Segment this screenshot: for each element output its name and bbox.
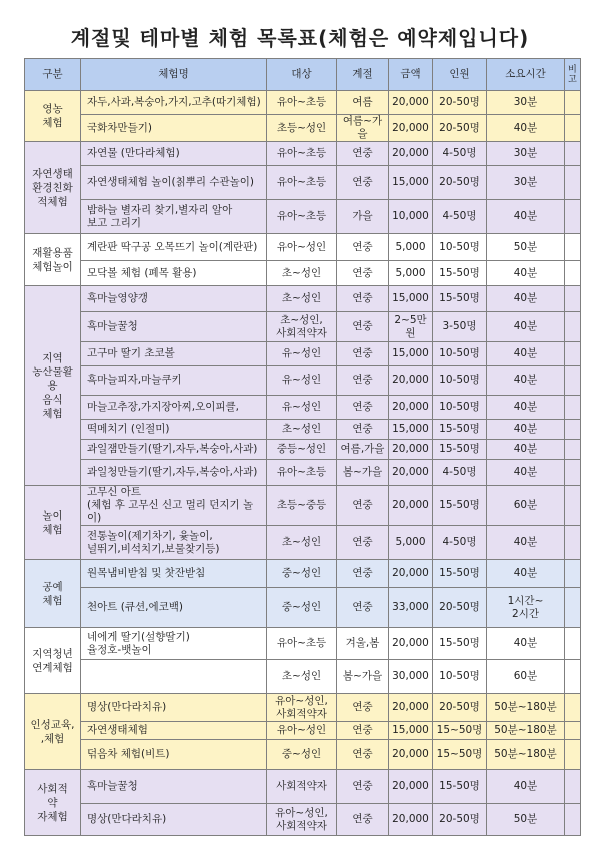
program-name: 마늘고추장,가지장아찌,오이피클,: [81, 396, 267, 420]
season-cell: 연중: [337, 722, 389, 740]
people-cell: 4-50명: [433, 526, 487, 560]
price-cell: 20,000: [389, 486, 433, 526]
duration-cell: 40분: [487, 440, 565, 460]
people-cell: 15-50명: [433, 286, 487, 312]
people-cell: 4-50명: [433, 200, 487, 234]
season-cell: 연중: [337, 366, 389, 396]
price-cell: 33,000: [389, 588, 433, 628]
season-cell: 연중: [337, 526, 389, 560]
target-cell: 유~성인: [267, 342, 337, 366]
header-people: 인원: [433, 59, 487, 91]
note-cell: [565, 722, 581, 740]
price-cell: 20,000: [389, 770, 433, 804]
season-cell: 연중: [337, 588, 389, 628]
duration-cell: 40분: [487, 770, 565, 804]
note-cell: [565, 234, 581, 261]
note-cell: [565, 115, 581, 142]
price-cell: 20,000: [389, 115, 433, 142]
people-cell: 15-50명: [433, 261, 487, 286]
price-cell: 5,000: [389, 234, 433, 261]
note-cell: [565, 804, 581, 836]
season-cell: 연중: [337, 396, 389, 420]
table-row: [25, 560, 581, 588]
note-cell: [565, 560, 581, 588]
target-cell: 유~성인: [267, 366, 337, 396]
price-cell: 15,000: [389, 286, 433, 312]
people-cell: 4-50명: [433, 460, 487, 486]
target-cell: 유아~성인: [267, 234, 337, 261]
table-row: [25, 312, 581, 342]
people-cell: 20-50명: [433, 804, 487, 836]
program-name: 자연물 (만다라체험): [81, 142, 267, 166]
category-cell: 공예 체험: [25, 560, 81, 628]
duration-cell: 40분: [487, 560, 565, 588]
duration-cell: 40분: [487, 420, 565, 440]
program-name: 자두,사과,복숭아,가지,고추(따기체험): [81, 91, 267, 115]
duration-cell: 60분: [487, 486, 565, 526]
duration-cell: 30분: [487, 91, 565, 115]
program-name: 고무신 아트 (체험 후 고무신 신고 멀리 던지기 놀이): [81, 486, 267, 526]
people-cell: 10-50명: [433, 342, 487, 366]
price-cell: 20,000: [389, 396, 433, 420]
people-cell: 10-50명: [433, 396, 487, 420]
table-body: [25, 91, 581, 836]
duration-cell: 40분: [487, 200, 565, 234]
category-cell: 재활용품 체험놀이: [25, 234, 81, 286]
season-cell: 여름~가을: [337, 115, 389, 142]
table-row: [25, 166, 581, 200]
target-cell: 초~성인: [267, 286, 337, 312]
program-name: 자연생태체험: [81, 722, 267, 740]
table-row: [25, 526, 581, 560]
season-cell: 연중: [337, 342, 389, 366]
season-cell: 여름,가을: [337, 440, 389, 460]
category-cell: 사회적 약 자체험: [25, 770, 81, 836]
price-cell: 5,000: [389, 261, 433, 286]
people-cell: 10-50명: [433, 366, 487, 396]
price-cell: 20,000: [389, 560, 433, 588]
people-cell: 3-50명: [433, 312, 487, 342]
target-cell: 중등~성인: [267, 440, 337, 460]
duration-cell: 40분: [487, 312, 565, 342]
target-cell: 유~성인: [267, 396, 337, 420]
target-cell: 유아~성인, 사회적약자: [267, 694, 337, 722]
program-name: 흑마늘영양갱: [81, 286, 267, 312]
price-cell: 15,000: [389, 420, 433, 440]
program-name: 명상(만다라치유): [81, 694, 267, 722]
note-cell: [565, 396, 581, 420]
target-cell: 유아~초등: [267, 628, 337, 660]
program-name: 계란판 딱구공 오목뜨기 놀이(계란판): [81, 234, 267, 261]
target-cell: 유아~초등: [267, 142, 337, 166]
season-cell: 연중: [337, 804, 389, 836]
target-cell: 유아~초등: [267, 91, 337, 115]
category-cell: 자연생태 환경친화 적체험: [25, 142, 81, 234]
table-row: [25, 420, 581, 440]
table-header-row: [25, 59, 581, 91]
target-cell: 초~성인: [267, 660, 337, 694]
price-cell: 5,000: [389, 526, 433, 560]
season-cell: 연중: [337, 420, 389, 440]
program-name: 국화차만들기): [81, 115, 267, 142]
season-cell: 연중: [337, 486, 389, 526]
price-cell: 20,000: [389, 628, 433, 660]
season-cell: 연중: [337, 694, 389, 722]
program-name: 원목냄비받침 및 찻잔받침: [81, 560, 267, 588]
people-cell: 15~50명: [433, 740, 487, 770]
target-cell: 유아~초등: [267, 166, 337, 200]
people-cell: 15-50명: [433, 486, 487, 526]
note-cell: [565, 526, 581, 560]
duration-cell: 30분: [487, 166, 565, 200]
people-cell: 10-50명: [433, 234, 487, 261]
program-name: 모닥볼 체험 (폐목 활용): [81, 261, 267, 286]
page-title: 계절및 테마별 체험 목록표(체험은 예약제입니다): [70, 26, 530, 50]
price-cell: 20,000: [389, 460, 433, 486]
program-name: 명상(만다라치유): [81, 804, 267, 836]
season-cell: 연중: [337, 286, 389, 312]
season-cell: 연중: [337, 142, 389, 166]
people-cell: 15-50명: [433, 628, 487, 660]
table-row: [25, 486, 581, 526]
season-cell: 봄~가을: [337, 660, 389, 694]
target-cell: 초등~중등: [267, 486, 337, 526]
note-cell: [565, 588, 581, 628]
people-cell: 10-50명: [433, 660, 487, 694]
table-row: [25, 286, 581, 312]
note-cell: [565, 740, 581, 770]
table-row: [25, 261, 581, 286]
table-row: [25, 740, 581, 770]
program-name: 흑마늘꿀청: [81, 770, 267, 804]
target-cell: 초~성인: [267, 420, 337, 440]
season-cell: 겨울,봄: [337, 628, 389, 660]
duration-cell: 40분: [487, 366, 565, 396]
note-cell: [565, 460, 581, 486]
program-name: 덖음차 체험(비트): [81, 740, 267, 770]
duration-cell: 40분: [487, 460, 565, 486]
program-name: 전통놀이(제기차기, 윷놀이, 널뛰기,비석치기,보물찾기등): [81, 526, 267, 560]
table-row: [25, 366, 581, 396]
duration-cell: 40분: [487, 342, 565, 366]
program-name: 밤하늘 별자리 찾기,별자리 알아 보고 그리기: [81, 200, 267, 234]
note-cell: [565, 770, 581, 804]
price-cell: 30,000: [389, 660, 433, 694]
table-row: [25, 460, 581, 486]
season-cell: 연중: [337, 234, 389, 261]
price-cell: 20,000: [389, 91, 433, 115]
target-cell: 유아~초등: [267, 200, 337, 234]
people-cell: 4-50명: [433, 142, 487, 166]
people-cell: 20-50명: [433, 694, 487, 722]
program-name: 과일청만들기(딸기,자두,복숭아,사과): [81, 460, 267, 486]
season-cell: 가을: [337, 200, 389, 234]
price-cell: 20,000: [389, 694, 433, 722]
people-cell: 20-50명: [433, 115, 487, 142]
people-cell: 15-50명: [433, 560, 487, 588]
category-cell: 놀이 체험: [25, 486, 81, 560]
season-cell: 연중: [337, 560, 389, 588]
duration-cell: 30분: [487, 142, 565, 166]
target-cell: 중~성인: [267, 560, 337, 588]
people-cell: 15-50명: [433, 420, 487, 440]
table-row: [25, 694, 581, 722]
table-row: [25, 342, 581, 366]
note-cell: [565, 91, 581, 115]
duration-cell: 60분: [487, 660, 565, 694]
price-cell: 20,000: [389, 804, 433, 836]
target-cell: 중~성인: [267, 588, 337, 628]
category-cell: 인성교육, ,체험: [25, 694, 81, 770]
category-cell: 영농 체험: [25, 91, 81, 142]
program-name: 흑마늘피자,마늘쿠키: [81, 366, 267, 396]
price-cell: 15,000: [389, 722, 433, 740]
target-cell: 유아~성인: [267, 722, 337, 740]
header-category: 구분: [25, 59, 81, 91]
duration-cell: 40분: [487, 628, 565, 660]
note-cell: [565, 200, 581, 234]
program-name: 자연생태체험 놀이(칡뿌리 수관놀이): [81, 166, 267, 200]
table-row: [25, 804, 581, 836]
target-cell: 초~성인: [267, 526, 337, 560]
price-cell: 20,000: [389, 142, 433, 166]
duration-cell: 50분: [487, 234, 565, 261]
season-cell: 연중: [337, 261, 389, 286]
people-cell: 20-50명: [433, 588, 487, 628]
duration-cell: 40분: [487, 526, 565, 560]
target-cell: 초~성인: [267, 261, 337, 286]
program-name: 네에게 딸기(설향딸기) 율정호-뱃놀이: [81, 628, 267, 660]
price-cell: 15,000: [389, 166, 433, 200]
header-target: 대상: [267, 59, 337, 91]
duration-cell: 50분: [487, 804, 565, 836]
price-cell: 20,000: [389, 740, 433, 770]
program-name: 고구마 딸기 초코볼: [81, 342, 267, 366]
note-cell: [565, 342, 581, 366]
price-cell: 10,000: [389, 200, 433, 234]
price-cell: 20,000: [389, 366, 433, 396]
season-cell: 연중: [337, 312, 389, 342]
header-duration: 소요시간: [487, 59, 565, 91]
table-row: [25, 200, 581, 234]
table-row: [25, 628, 581, 660]
note-cell: [565, 286, 581, 312]
table-row: [25, 722, 581, 740]
experience-table: [24, 58, 581, 836]
note-cell: [565, 694, 581, 722]
duration-cell: 40분: [487, 396, 565, 420]
table-row: [25, 142, 581, 166]
duration-cell: 50분~180분: [487, 694, 565, 722]
price-cell: 2~5만원: [389, 312, 433, 342]
header-note: 비 고: [565, 59, 581, 91]
note-cell: [565, 366, 581, 396]
season-cell: 여름: [337, 91, 389, 115]
target-cell: 초~성인, 사회적약자: [267, 312, 337, 342]
duration-cell: 40분: [487, 261, 565, 286]
note-cell: [565, 660, 581, 694]
category-cell: 지역청년 연계체험: [25, 628, 81, 694]
table-row: [25, 660, 581, 694]
target-cell: 유아~성인, 사회적약자: [267, 804, 337, 836]
note-cell: [565, 440, 581, 460]
note-cell: [565, 142, 581, 166]
target-cell: 사회적약자: [267, 770, 337, 804]
people-cell: 15-50명: [433, 770, 487, 804]
table-row: [25, 588, 581, 628]
duration-cell: 50분~180분: [487, 740, 565, 770]
target-cell: 초등~성인: [267, 115, 337, 142]
program-name: 흑마늘꿀청: [81, 312, 267, 342]
people-cell: 20-50명: [433, 91, 487, 115]
duration-cell: 1시간~ 2시간: [487, 588, 565, 628]
table-row: [25, 440, 581, 460]
program-name: 과일잼만들기(딸기,자두,복숭아,사과): [81, 440, 267, 460]
note-cell: [565, 486, 581, 526]
target-cell: 유아~초등: [267, 460, 337, 486]
people-cell: 15-50명: [433, 440, 487, 460]
table-row: [25, 770, 581, 804]
price-cell: 20,000: [389, 440, 433, 460]
note-cell: [565, 261, 581, 286]
season-cell: 연중: [337, 740, 389, 770]
table-row: [25, 115, 581, 142]
header-program: 체험명: [81, 59, 267, 91]
price-cell: 15,000: [389, 342, 433, 366]
note-cell: [565, 312, 581, 342]
duration-cell: 50분~180분: [487, 722, 565, 740]
program-name: 천아트 (큐션,에코백): [81, 588, 267, 628]
program-name: [81, 660, 267, 694]
note-cell: [565, 420, 581, 440]
people-cell: 20-50명: [433, 166, 487, 200]
duration-cell: 40분: [487, 115, 565, 142]
header-season: 계절: [337, 59, 389, 91]
table-row: [25, 91, 581, 115]
target-cell: 중~성인: [267, 740, 337, 770]
program-name: 떡메치기 (인절미): [81, 420, 267, 440]
note-cell: [565, 628, 581, 660]
season-cell: 봄~가을: [337, 460, 389, 486]
table-row: [25, 396, 581, 420]
header-price: 금액: [389, 59, 433, 91]
category-cell: 지역 농산물활 용 음식 체험: [25, 286, 81, 486]
note-cell: [565, 166, 581, 200]
table-row: [25, 234, 581, 261]
season-cell: 연중: [337, 166, 389, 200]
duration-cell: 40분: [487, 286, 565, 312]
people-cell: 15~50명: [433, 722, 487, 740]
season-cell: 연중: [337, 770, 389, 804]
